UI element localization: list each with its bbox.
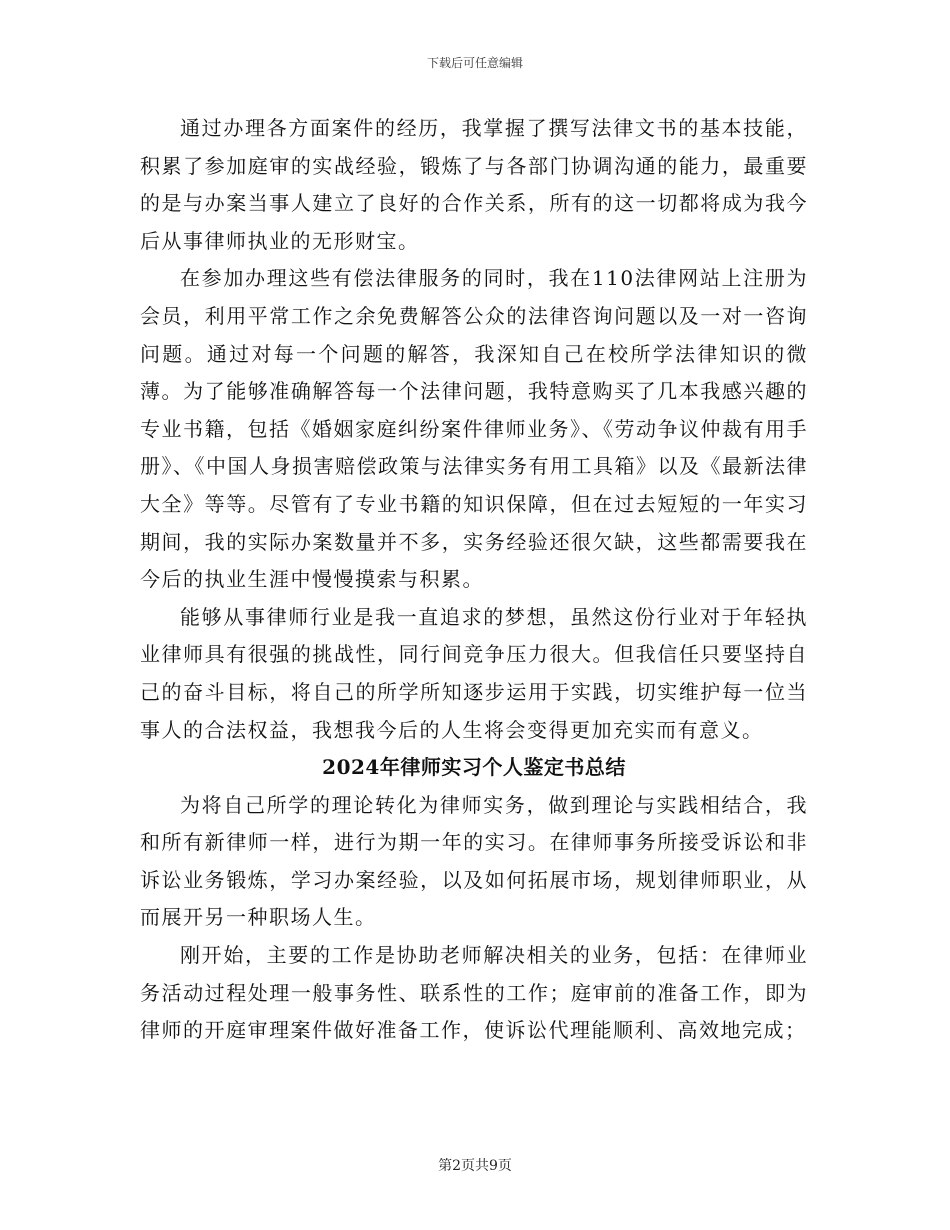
section-title: 2024年律师实习个人鉴定书总结 (322, 755, 626, 780)
document-body (140, 110, 808, 1050)
paragraph: 在参加办理这些有偿法律服务的同时，我在110法律网站上注册为会员，利用平常工作之余免费解答公众的法律咨询问题以及一对一咨询问题。通过对每一个问题的解答，我深知自己在校所学法律知识的微薄。为了能够准确解答每一个法律问题，我特意购买了几本我感兴趣的专业书籍，包括《婚姻家庭纠纷案件律师业务》、《劳动争议仲裁有用手册》、《中国人身损害赔偿政策与法律实务有用工具箱》以及《最新法律大全》等等。尽管有了专业书籍的知识保障，但在过去短短的一年实习期间，我的实际办案数量并不多，实务经验还很欠缺，这些都需要我在今后的执业生涯中慢慢摸索与积累。 (140, 266, 808, 592)
paragraph: 刚开始，主要的工作是协助老师解决相关的业务，包括：在律师业务活动过程处理一般事务性、联系性的工作；庭审前的准备工作，即为律师的开庭审理案件做好准备工作，使诉讼代理能顺利、高效地完成； (140, 943, 808, 1043)
paragraph: 为将自己所学的理论转化为律师实务，做到理论与实践相结合，我和所有新律师一样，进行为期一年的实习。在律师事务所接受诉讼和非诉讼业务锻炼，学习办案经验，以及如何拓展市场，规划律师职业，从而展开另一种职场人生。 (140, 792, 808, 930)
page-header: 下载后可任意编辑 (426, 56, 523, 70)
paragraph: 通过办理各方面案件的经历，我掌握了撰写法律文书的基本技能，积累了参加庭审的实战经验，锻炼了与各部门协调沟通的能力，最重要的是与办案当事人建立了良好的合作关系，所有的这一切都将成为我今后从事律师执业的无形财宝。 (140, 116, 808, 253)
paragraph: 能够从事律师行业是我一直追求的梦想，虽然这份行业对于年轻执业律师具有很强的挑战性，同行间竞争压力很大。但我信任只要坚持自己的奋斗目标，将自己的所学所知逐步运用于实践，切实维护每一位当事人的合法权益，我想我今后的人生将会变得更加充实而有意义。 (140, 604, 808, 742)
page-footer: 第2页共9页 (438, 1158, 512, 1174)
